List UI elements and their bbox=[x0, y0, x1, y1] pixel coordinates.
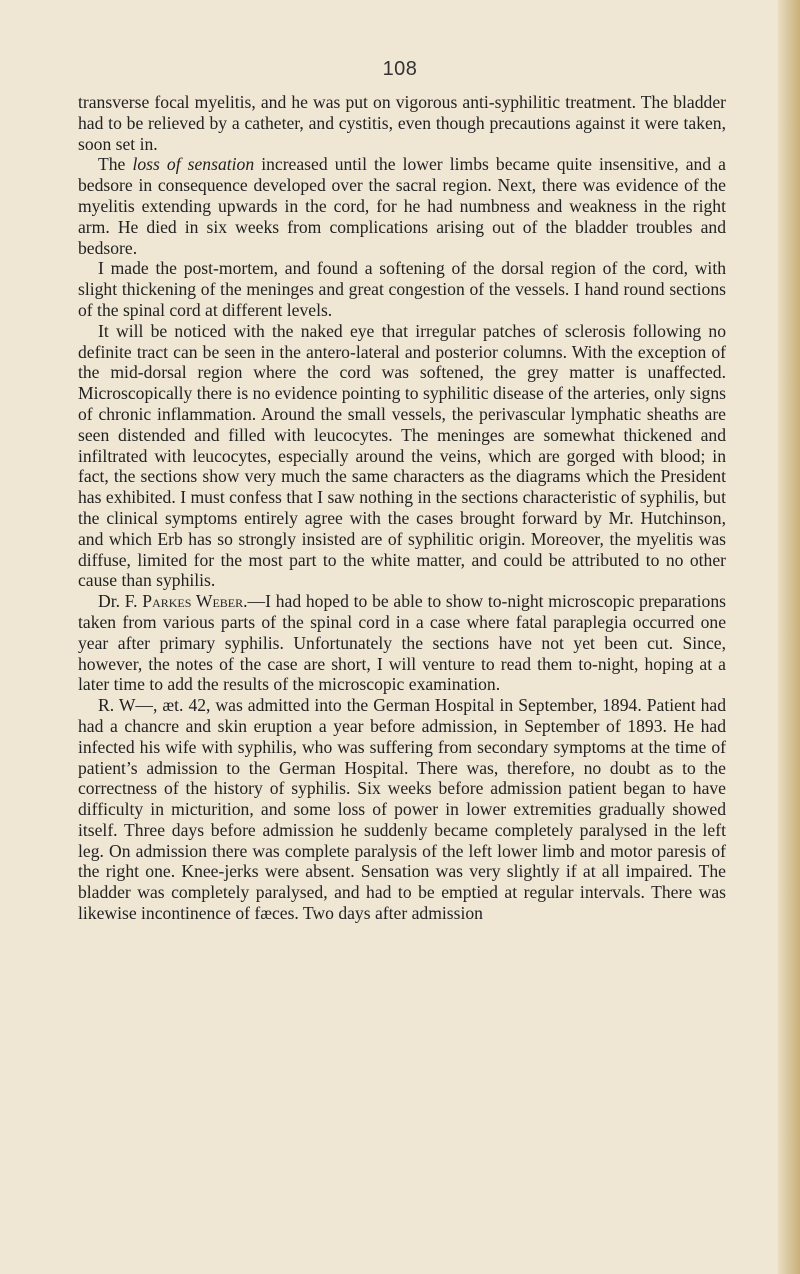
text-run: .—I had hoped to be able to show to-night microscopic preparations taken from various parts of the spinal cord in a case where fatal paraplegia occurred one year after primary syphilis. Unfortunately the sections have not yet been cut. Since, however, the notes of the case are short, I will venture to read them to-night, hoping at a later time to add the results of the microscopic examination. bbox=[78, 591, 726, 695]
text-run: transverse focal myelitis, and he was put on vigorous anti-syphilitic treatment. The bladder had to be relieved by a catheter, and cystitis, even though precautions against it were taken, soon set in. bbox=[78, 92, 726, 154]
text-run: I made the post-mortem, and found a softening of the dorsal region of the cord, with slight thickening of the meninges and great congestion of the vessels. I hand round sections of the spinal cord at different levels. bbox=[78, 258, 726, 320]
text-run: increased until the lower limbs became quite insensitive, and a bedsore in consequence developed over the sacral region. Next, there was evidence of the myelitis extending upwards in the cord, for he had numbness and weakness in the right arm. He died in six weeks from complications arising out of the bladder troubles and bedsore. bbox=[78, 154, 726, 258]
page-number: 108 bbox=[382, 58, 418, 80]
text-run: The bbox=[98, 154, 133, 175]
paragraph bbox=[78, 92, 726, 154]
paragraph bbox=[78, 321, 726, 591]
paragraph bbox=[78, 695, 726, 924]
paragraph bbox=[78, 258, 726, 320]
body-text bbox=[78, 92, 726, 924]
italic-phrase: loss of sensation bbox=[132, 154, 255, 175]
text-run: R. W—, æt. 42, was admitted into the German Hospital in September, 1894. Patient had had a chancre and skin eruption a year before admission, in September of 1893. He had infected his wife with syphilis, who was suffering from secondary symptoms at the time of patient’s admission to the German Hospital. There was, therefore, no doubt as to the correctness of the history of syphilis. Six weeks before admission patient began to have difficulty in micturition, and some loss of power in lower extremities gradually showed itself. Three days before admission he suddenly became completely paralysed in the left leg. On admission there was complete paralysis of the left lower limb and motor paresis of the right one. Knee-jerks were absent. Sensation was very slightly if at all impaired. The bladder was completely paralysed, and had to be emptied at regular intervals. There was likewise incontinence of fæces. Two days after admission bbox=[78, 695, 726, 924]
paragraph bbox=[78, 154, 726, 258]
paragraph bbox=[78, 591, 726, 695]
page-edge-shadow bbox=[778, 0, 800, 1274]
text-run: Dr. F. bbox=[98, 591, 143, 612]
text-run: It will be noticed with the naked eye that irregular patches of sclerosis following no definite tract can be seen in the antero-lateral and posterior columns. With the exception of the mid-dorsal region where the cord was softened, the grey matter is unaffected. Microscopically there is no evidence pointing to syphilitic disease of the arteries, only signs of chronic inflammation. Around the small vessels, the perivascular lymphatic sheaths are seen distended and filled with leucocytes. The meninges are somewhat thickened and infiltrated with leucocytes, especially around the veins, which are gorged with blood; in fact, the sections show very much the same characters as the diagrams which the President has exhibited. I must confess that I saw nothing in the sections characteristic of syphilis, but the clinical symptoms entirely agree with the cases brought forward by Mr. Hutchinson, and which Erb has so strongly insisted are of syphilitic origin. Moreover, the myelitis was diffuse, limited for the most part to the white matter, and could be attributed to no other cause than syphilis. bbox=[78, 320, 726, 591]
speaker-name: Parkes Weber bbox=[142, 591, 244, 612]
